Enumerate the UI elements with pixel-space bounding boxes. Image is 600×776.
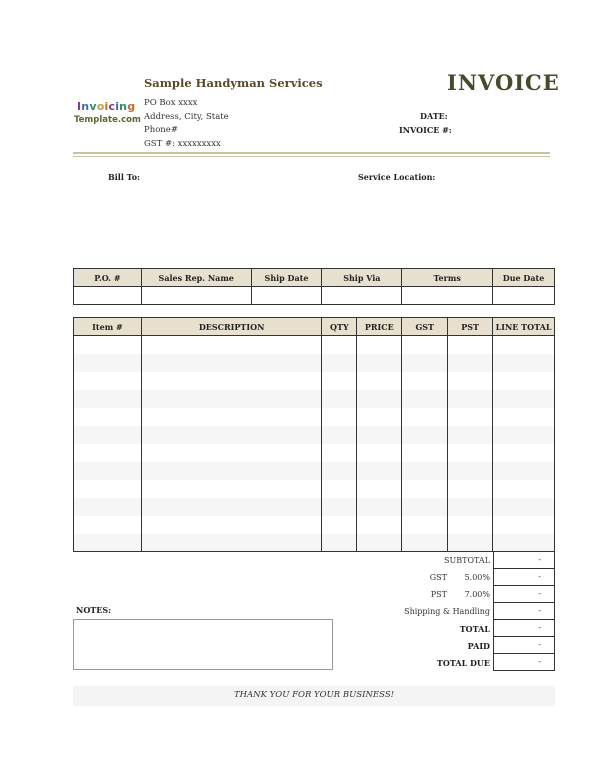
- item-number-cell[interactable]: [74, 372, 142, 390]
- line-total-cell[interactable]: [493, 480, 555, 498]
- po-number-header: P.O. #: [74, 269, 142, 287]
- price-cell[interactable]: [357, 498, 402, 516]
- invoice-number-label: INVOICE #:: [399, 125, 452, 135]
- item-number-cell[interactable]: [74, 534, 142, 552]
- qty-cell[interactable]: [322, 462, 357, 480]
- pst-cell[interactable]: [448, 336, 493, 354]
- subtotal-value: -: [493, 552, 555, 569]
- pst-cell[interactable]: [448, 480, 493, 498]
- qty-cell[interactable]: [322, 444, 357, 462]
- gst-header: GST: [402, 318, 448, 336]
- qty-cell[interactable]: [322, 336, 357, 354]
- company-name: Sample Handyman Services: [144, 76, 323, 90]
- invoice-title: INVOICE: [447, 70, 560, 95]
- qty-cell[interactable]: [322, 408, 357, 426]
- company-address-line: Address, City, State: [144, 112, 229, 122]
- price-header: PRICE: [357, 318, 402, 336]
- description-cell[interactable]: [141, 372, 322, 390]
- pst-cell[interactable]: [448, 498, 493, 516]
- qty-header: QTY: [322, 318, 357, 336]
- line-total-cell[interactable]: [493, 336, 555, 354]
- price-cell[interactable]: [357, 480, 402, 498]
- pst-cell[interactable]: [448, 444, 493, 462]
- item-number-cell[interactable]: [74, 408, 142, 426]
- description-cell[interactable]: [141, 498, 322, 516]
- qty-cell[interactable]: [322, 354, 357, 372]
- gst-cell[interactable]: [402, 444, 448, 462]
- total-due-label: TOTAL DUE: [436, 658, 490, 668]
- sales-rep-header: Sales Rep. Name: [141, 269, 251, 287]
- item-number-cell[interactable]: [74, 498, 142, 516]
- sales-rep-cell[interactable]: [141, 287, 251, 305]
- gst-cell[interactable]: [402, 408, 448, 426]
- price-cell[interactable]: [357, 372, 402, 390]
- item-number-cell[interactable]: [74, 480, 142, 498]
- description-cell[interactable]: [141, 426, 322, 444]
- qty-cell[interactable]: [322, 480, 357, 498]
- total-label: TOTAL: [459, 624, 490, 634]
- description-header: DESCRIPTION: [141, 318, 322, 336]
- gst-cell[interactable]: [402, 516, 448, 534]
- line-total-cell[interactable]: [493, 426, 555, 444]
- item-row: [74, 354, 555, 372]
- pst-header: PST: [448, 318, 493, 336]
- subtotal-label: SUBTOTAL: [444, 556, 490, 565]
- description-cell[interactable]: [141, 462, 322, 480]
- item-number-cell[interactable]: [74, 444, 142, 462]
- paid-value: -: [493, 637, 555, 654]
- ship-via-cell[interactable]: [322, 287, 402, 305]
- service-location-label: Service Location:: [358, 172, 436, 182]
- shipping-label: Shipping & Handling: [404, 607, 490, 616]
- bill-to-label: Bill To:: [108, 172, 140, 182]
- due-date-header: Due Date: [493, 269, 555, 287]
- qty-cell[interactable]: [322, 390, 357, 408]
- pst-cell[interactable]: [448, 462, 493, 480]
- pst-cell[interactable]: [448, 372, 493, 390]
- pst-cell[interactable]: [448, 408, 493, 426]
- po-number-cell[interactable]: [74, 287, 142, 305]
- company-address-line: Phone#: [144, 125, 178, 135]
- notes-box[interactable]: [73, 619, 333, 670]
- description-cell[interactable]: [141, 444, 322, 462]
- line-total-cell[interactable]: [493, 462, 555, 480]
- line-total-cell[interactable]: [493, 498, 555, 516]
- line-total-cell[interactable]: [493, 516, 555, 534]
- gst-label: GST: [429, 573, 447, 582]
- qty-cell[interactable]: [322, 498, 357, 516]
- price-cell[interactable]: [357, 408, 402, 426]
- due-date-cell[interactable]: [493, 287, 555, 305]
- price-cell[interactable]: [357, 354, 402, 372]
- gst-value: -: [493, 569, 555, 586]
- qty-cell[interactable]: [322, 516, 357, 534]
- price-cell[interactable]: [357, 534, 402, 552]
- pst-rate: 7.00%: [464, 590, 490, 599]
- header-divider: [73, 156, 550, 157]
- gst-cell[interactable]: [402, 372, 448, 390]
- gst-cell[interactable]: [402, 354, 448, 372]
- terms-cell[interactable]: [402, 287, 493, 305]
- item-number-header: Item #: [74, 318, 142, 336]
- price-cell[interactable]: [357, 336, 402, 354]
- item-row: [74, 498, 555, 516]
- gst-cell[interactable]: [402, 426, 448, 444]
- terms-header: Terms: [402, 269, 493, 287]
- qty-cell[interactable]: [322, 426, 357, 444]
- qty-cell[interactable]: [322, 372, 357, 390]
- line-total-cell[interactable]: [493, 372, 555, 390]
- line-total-cell[interactable]: [493, 390, 555, 408]
- company-address-line: GST #: xxxxxxxxx: [144, 139, 221, 149]
- description-cell[interactable]: [141, 480, 322, 498]
- price-cell[interactable]: [357, 462, 402, 480]
- ship-via-header: Ship Via: [322, 269, 402, 287]
- gst-cell[interactable]: [402, 534, 448, 552]
- date-label: DATE:: [420, 111, 448, 121]
- item-row: [74, 480, 555, 498]
- item-number-cell[interactable]: [74, 426, 142, 444]
- gst-cell[interactable]: [402, 480, 448, 498]
- paid-label: PAID: [467, 641, 490, 651]
- description-cell[interactable]: [141, 336, 322, 354]
- item-number-cell[interactable]: [74, 516, 142, 534]
- gst-rate: 5.00%: [464, 573, 490, 582]
- description-cell[interactable]: [141, 408, 322, 426]
- company-address-line: PO Box xxxx: [144, 98, 198, 108]
- pst-cell[interactable]: [448, 354, 493, 372]
- description-cell[interactable]: [141, 534, 322, 552]
- pst-cell[interactable]: [448, 426, 493, 444]
- total-value: -: [493, 620, 555, 637]
- item-row: [74, 462, 555, 480]
- qty-cell[interactable]: [322, 534, 357, 552]
- description-cell[interactable]: [141, 516, 322, 534]
- description-cell[interactable]: [141, 390, 322, 408]
- shipping-value: -: [493, 603, 555, 620]
- header-divider: [73, 152, 550, 154]
- price-cell[interactable]: [357, 516, 402, 534]
- item-row: [74, 390, 555, 408]
- pst-label: PST: [430, 590, 447, 599]
- items-table: [73, 317, 555, 552]
- total-due-value: -: [493, 654, 555, 671]
- line-total-cell[interactable]: [493, 354, 555, 372]
- po-table: [73, 268, 555, 305]
- line-total-cell[interactable]: [493, 408, 555, 426]
- ship-date-cell[interactable]: [251, 287, 322, 305]
- item-row: [74, 426, 555, 444]
- gst-cell[interactable]: [402, 336, 448, 354]
- item-row: [74, 336, 555, 354]
- item-row: [74, 408, 555, 426]
- description-cell[interactable]: [141, 354, 322, 372]
- logo: Invoicing: [77, 100, 136, 113]
- pst-cell[interactable]: [448, 390, 493, 408]
- logo-subtext: Template.com: [74, 115, 141, 125]
- item-number-cell[interactable]: [74, 354, 142, 372]
- pst-cell[interactable]: [448, 516, 493, 534]
- item-number-cell[interactable]: [74, 462, 142, 480]
- gst-cell[interactable]: [402, 390, 448, 408]
- price-cell[interactable]: [357, 426, 402, 444]
- thank-you-message: THANK YOU FOR YOUR BUSINESS!: [233, 690, 395, 700]
- ship-date-header: Ship Date: [251, 269, 322, 287]
- gst-cell[interactable]: [402, 498, 448, 516]
- price-cell[interactable]: [357, 444, 402, 462]
- item-row: [74, 444, 555, 462]
- line-total-header: LINE TOTAL: [493, 318, 555, 336]
- line-total-cell[interactable]: [493, 534, 555, 552]
- pst-value: -: [493, 586, 555, 603]
- item-number-cell[interactable]: [74, 336, 142, 354]
- notes-label: NOTES:: [76, 605, 112, 615]
- item-row: [74, 372, 555, 390]
- gst-cell[interactable]: [402, 462, 448, 480]
- item-number-cell[interactable]: [74, 390, 142, 408]
- line-total-cell[interactable]: [493, 444, 555, 462]
- price-cell[interactable]: [357, 390, 402, 408]
- pst-cell[interactable]: [448, 534, 493, 552]
- item-row: [74, 534, 555, 552]
- item-row: [74, 516, 555, 534]
